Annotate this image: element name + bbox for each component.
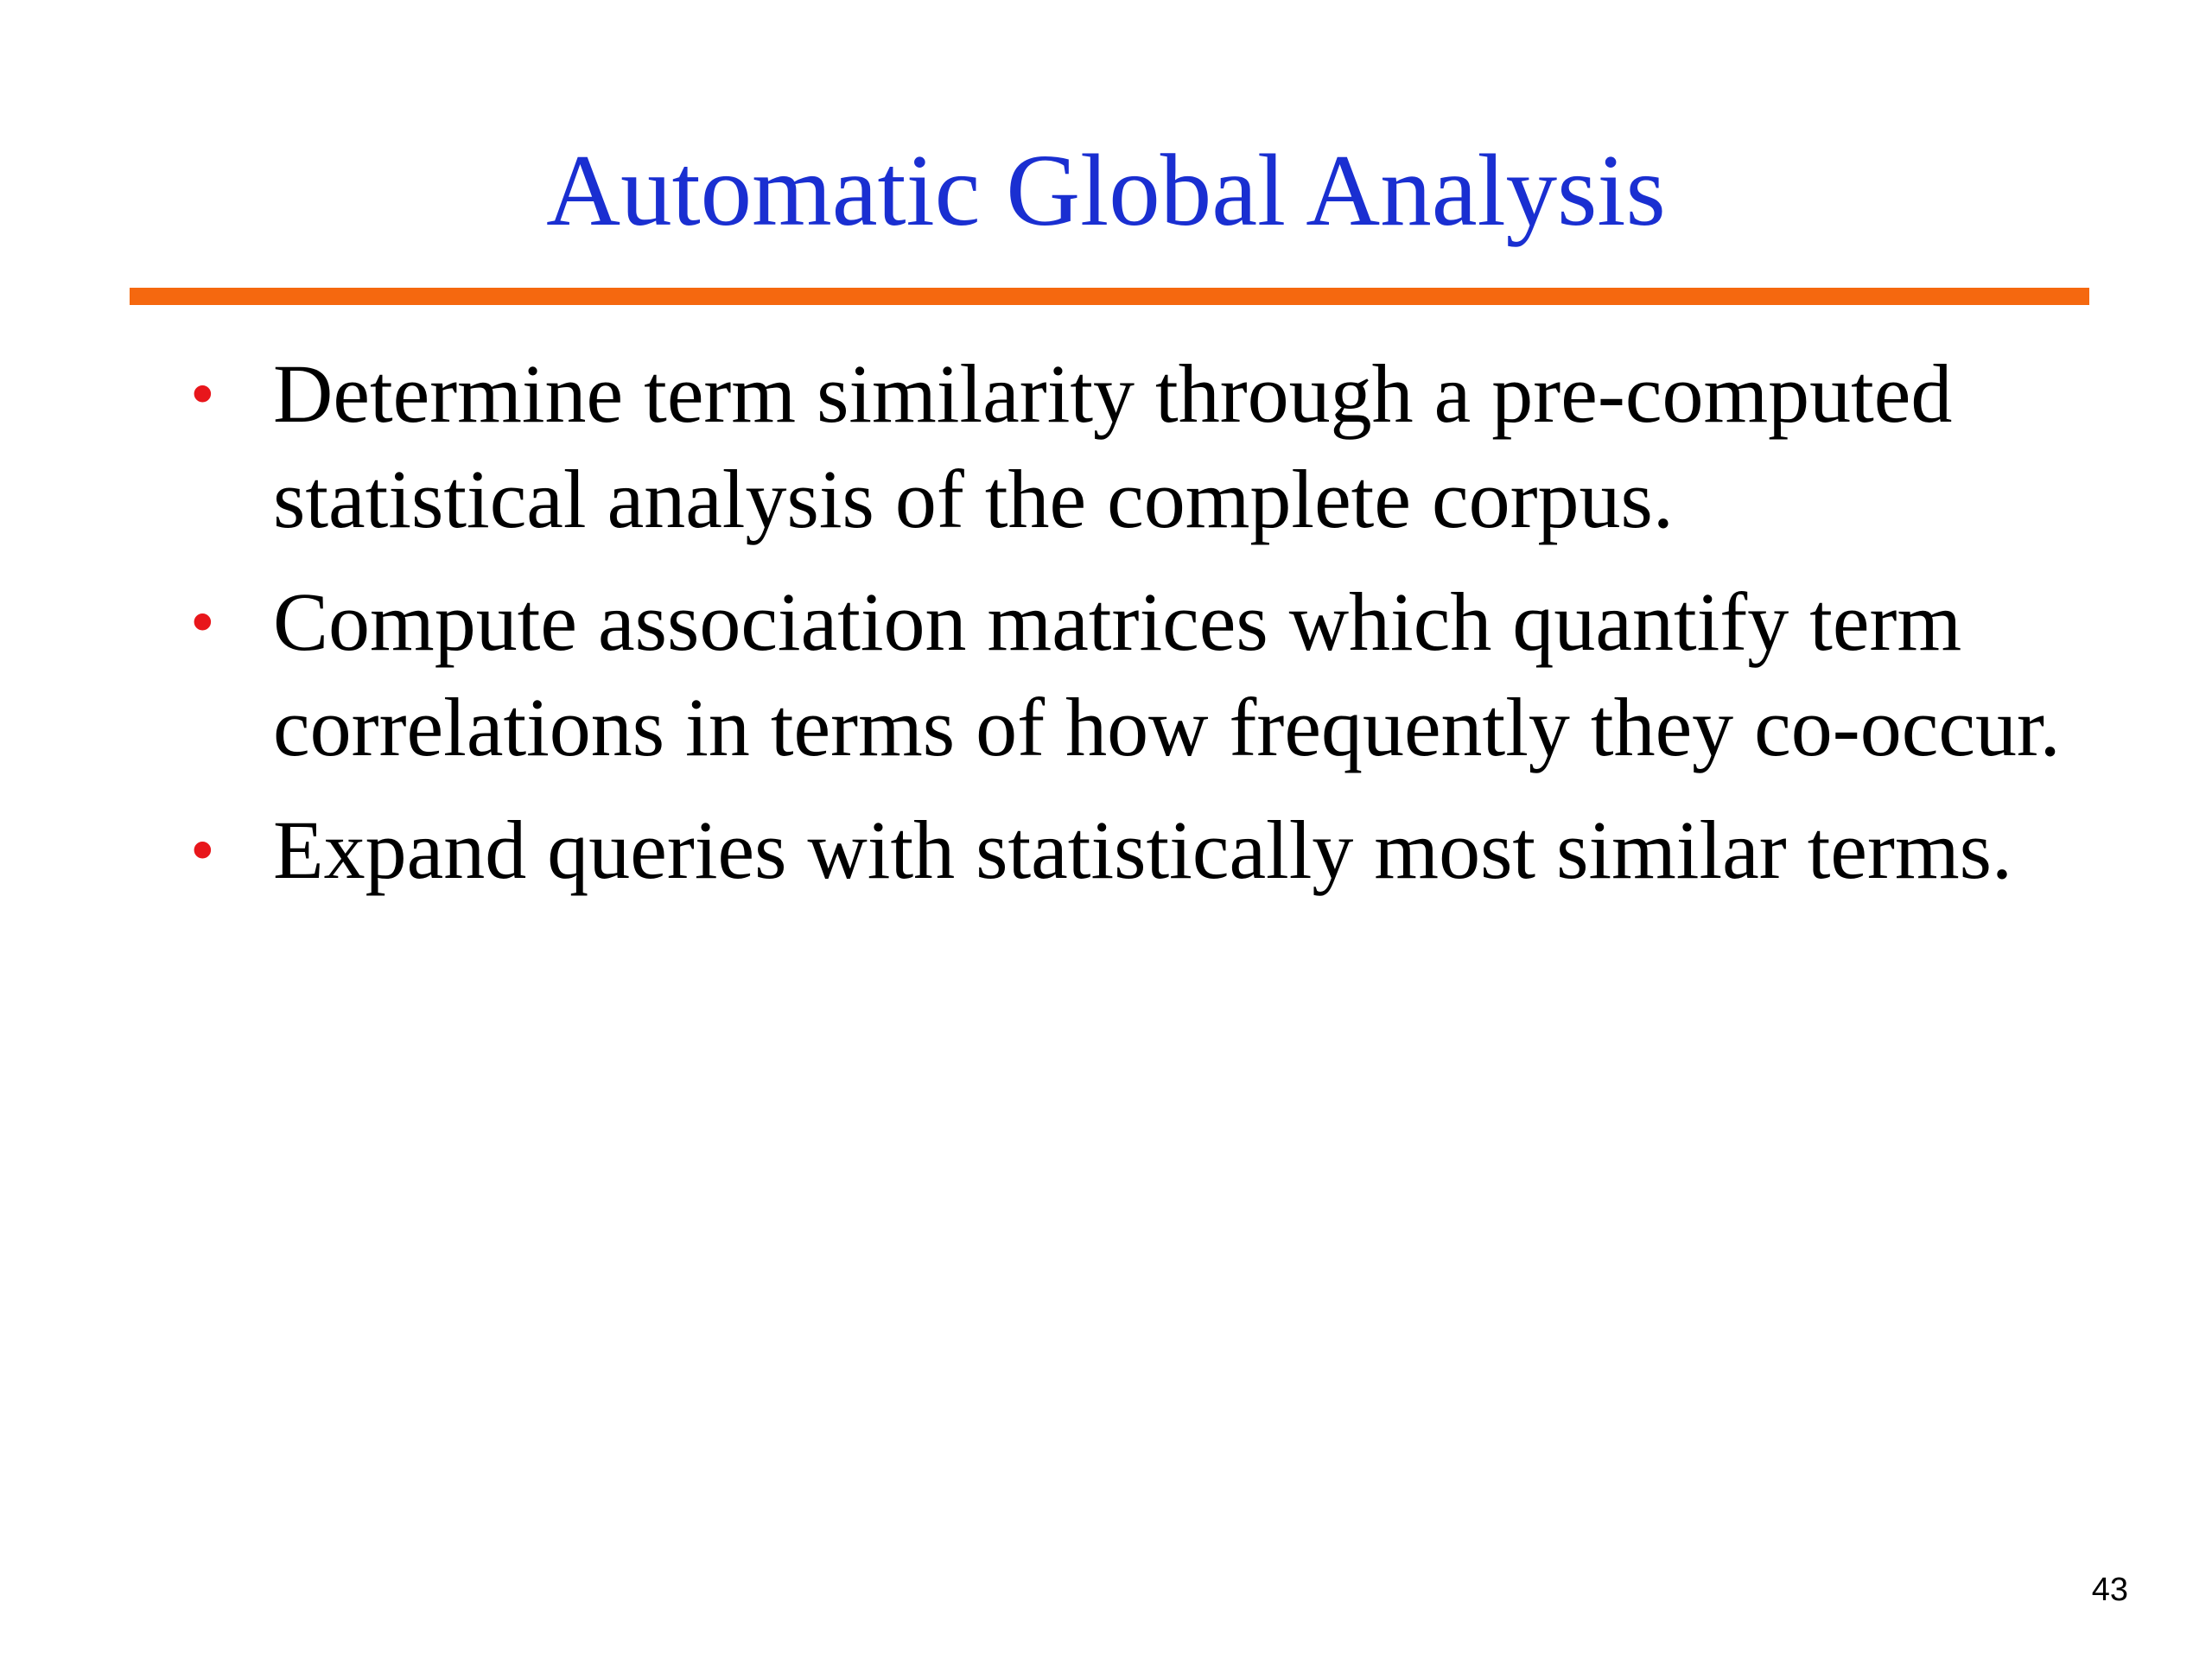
bullet-icon: •	[190, 810, 215, 889]
bullet-text: Determine term similarity through a pre-computed statistical analysis of the complete corpus.	[273, 347, 1953, 545]
bullet-text: Compute association matrices which quantify term correlations in terms of how frequently they co-occur.	[273, 575, 2061, 773]
slide-title: Automatic Global Analysis	[546, 133, 1666, 247]
bullet-icon: •	[190, 582, 215, 661]
bullet-icon: •	[190, 354, 215, 433]
bullet-text: Expand queries with statistically most similar terms.	[273, 804, 2012, 896]
bullet-item	[181, 569, 2126, 780]
title-divider	[130, 288, 2089, 305]
bullet-item	[181, 798, 2126, 903]
bullet-list	[181, 341, 2126, 920]
page-number: 43	[2091, 1572, 2128, 1608]
bullet-item	[181, 341, 2126, 552]
